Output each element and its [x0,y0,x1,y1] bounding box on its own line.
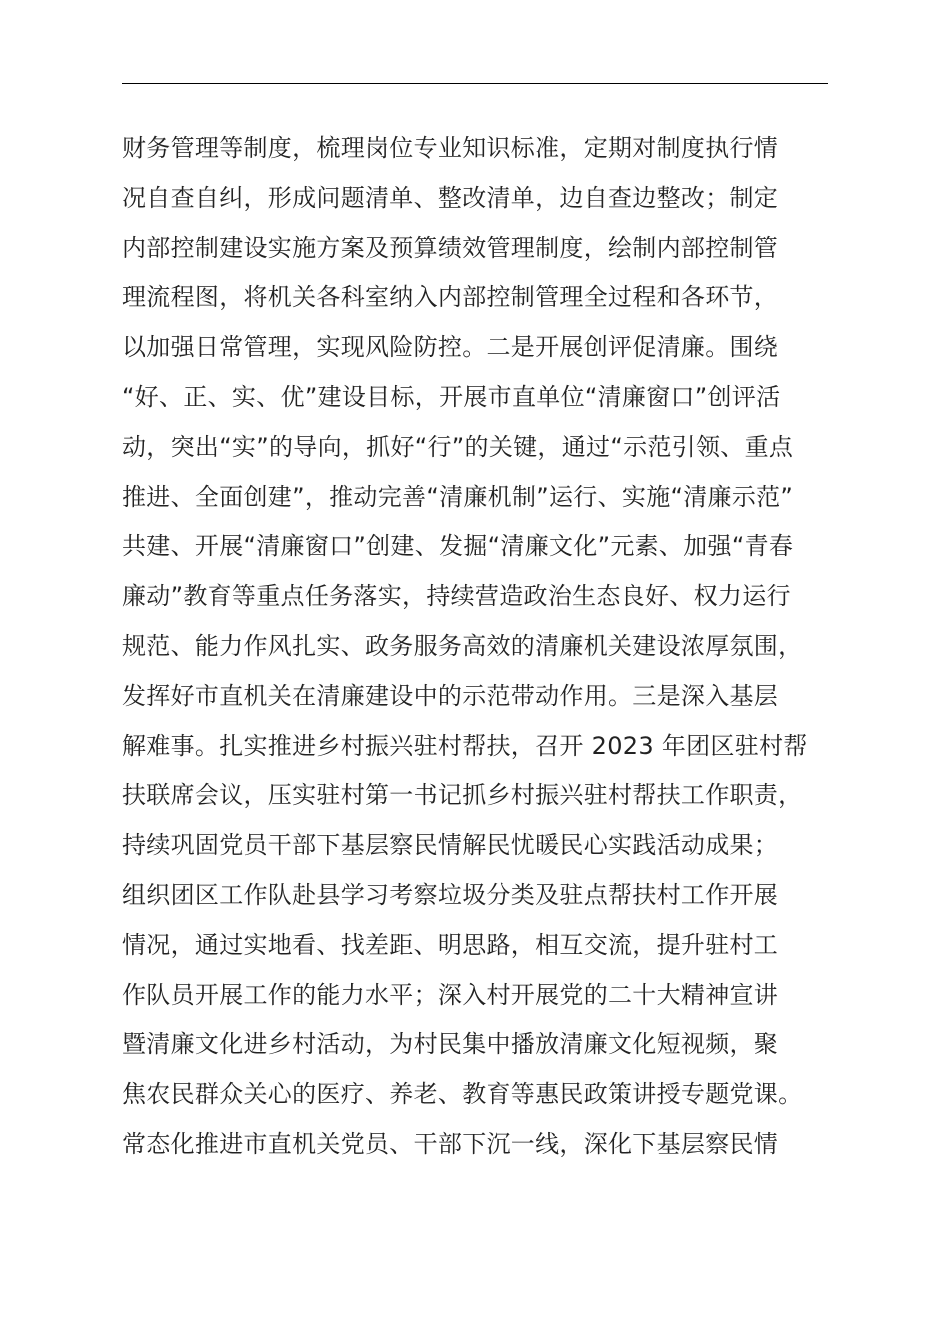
text-line: 解难事。扎实推进乡村振兴驻村帮扶，召开 2023 年团区驻村帮 [122,731,808,760]
text-line: 暨清廉文化进乡村活动，为村民集中播放清廉文化短视频，聚 [122,1030,779,1059]
body-paragraph [122,124,852,1170]
text-line: 动，突出“实”的导向，抓好“行”的关键，通过“示范引领、重点 [122,432,794,461]
text-line: 发挥好市直机关在清廉建设中的示范带动作用。三是深入基层 [122,681,779,710]
text-line: 规范、能力作风扎实、政务服务高效的清廉机关建设浓厚氛围， [122,631,803,660]
header-rule [122,83,828,84]
text-line: “好、正、实、优”建设目标，开展市直单位“清廉窗口”创评活 [122,382,781,411]
text-line: 理流程图，将机关各科室纳入内部控制管理全过程和各环节， [122,283,779,312]
text-line: 况自查自纠，形成问题清单、整改清单，边自查边整改；制定 [122,183,779,212]
text-line: 以加强日常管理，实现风险防控。二是开展创评促清廉。围绕 [122,333,779,362]
text-line: 财务管理等制度，梳理岗位专业知识标准，定期对制度执行情 [122,134,779,162]
text-line: 扶联席会议，压实驻村第一书记抓乡村振兴驻村帮扶工作职责， [122,781,803,810]
text-line: 常态化推进市直机关党员、干部下沉一线，深化下基层察民情 [122,1129,779,1158]
text-line: 作队员开展工作的能力水平；深入村开展党的二十大精神宣讲 [122,980,779,1009]
text-line: 组织团区工作队赴县学习考察垃圾分类及驻点帮扶村工作开展 [122,880,779,909]
text-line: 共建、开展“清廉窗口”创建、发掘“清廉文化”元素、加强“青春 [122,532,794,561]
text-line: 推进、全面创建”，推动完善“清廉机制”运行、实施“清廉示范” [122,482,794,511]
text-line: 内部控制建设实施方案及预算绩效管理制度，绘制内部控制管 [122,233,779,262]
text-line: 廉动”教育等重点任务落实，持续营造政治生态良好、权力运行 [122,582,791,611]
text-line: 持续巩固党员干部下基层察民情解民忧暖民心实践活动成果； [122,831,779,860]
text-line: 情况，通过实地看、找差距、明思路，相互交流，提升驻村工 [122,930,779,959]
text-line: 焦农民群众关心的医疗、养老、教育等惠民政策讲授专题党课。 [122,1080,803,1109]
